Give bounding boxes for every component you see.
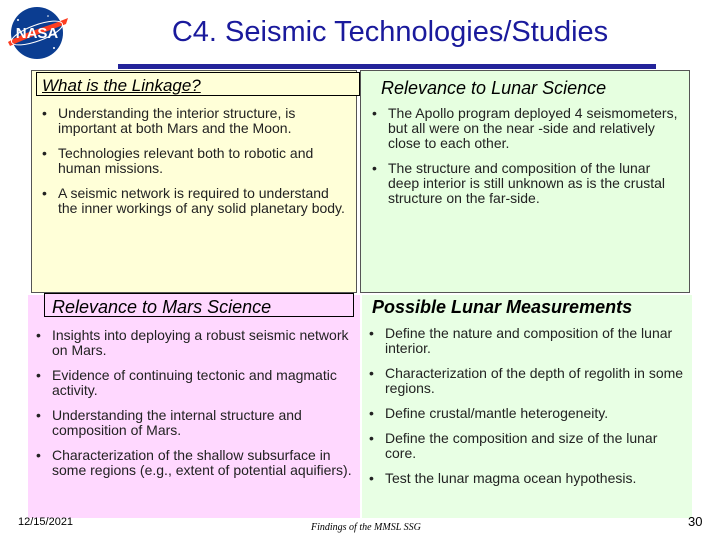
linkage-list	[36, 106, 352, 226]
title-divider	[118, 64, 656, 69]
list-item: • Test the lunar magma ocean hypothesis.	[363, 471, 689, 486]
list-item: • Characterization of the depth of regolith in some regions.	[363, 366, 689, 396]
lunar-measurements-heading: Possible Lunar Measurements	[372, 297, 633, 317]
page-number: 30	[688, 514, 703, 529]
footer-source: Findings of the MMSL SSG	[311, 522, 421, 533]
lunar-relevance-list	[366, 106, 684, 216]
mars-relevance-heading: Relevance to Mars Science	[52, 297, 272, 317]
list-item: • Technologies relevant both to robotic and human missions.	[36, 146, 352, 176]
list-item: • Insights into deploying a robust seismic network on Mars.	[30, 328, 358, 358]
page-title: C4. Seismic Technologies/Studies	[171, 16, 609, 48]
linkage-heading: What is the Linkage?	[42, 76, 201, 95]
lunar-relevance-heading: Relevance to Lunar Science	[381, 78, 607, 98]
list-item: • Define the nature and composition of the lunar interior.	[363, 326, 689, 356]
list-item: • The structure and composition of the lunar deep interior is still unknown as is the crustal structure on the far-side.	[366, 161, 684, 206]
list-item: • The Apollo program deployed 4 seismometers, but all were on the near -side and relatively close to each other.	[366, 106, 684, 151]
nasa-logo	[4, 6, 70, 60]
list-item: • Understanding the internal structure and composition of Mars.	[30, 408, 358, 438]
list-item: • Define the composition and size of the lunar core.	[363, 431, 689, 461]
list-item: • A seismic network is required to understand the inner workings of any solid planetary body.	[36, 186, 352, 216]
mars-relevance-list	[30, 328, 358, 488]
list-item: • Evidence of continuing tectonic and magmatic activity.	[30, 368, 358, 398]
list-item: • Define crustal/mantle heterogeneity.	[363, 406, 689, 421]
lunar-measurements-list	[363, 326, 689, 496]
logo-text: NASA	[15, 25, 59, 42]
list-item: • Characterization of the shallow subsurface in some regions (e.g., extent of potential aquifiers).	[30, 448, 358, 478]
list-item: • Understanding the interior structure, is important at both Mars and the Moon.	[36, 106, 352, 136]
footer-date: 12/15/2021	[18, 516, 74, 528]
